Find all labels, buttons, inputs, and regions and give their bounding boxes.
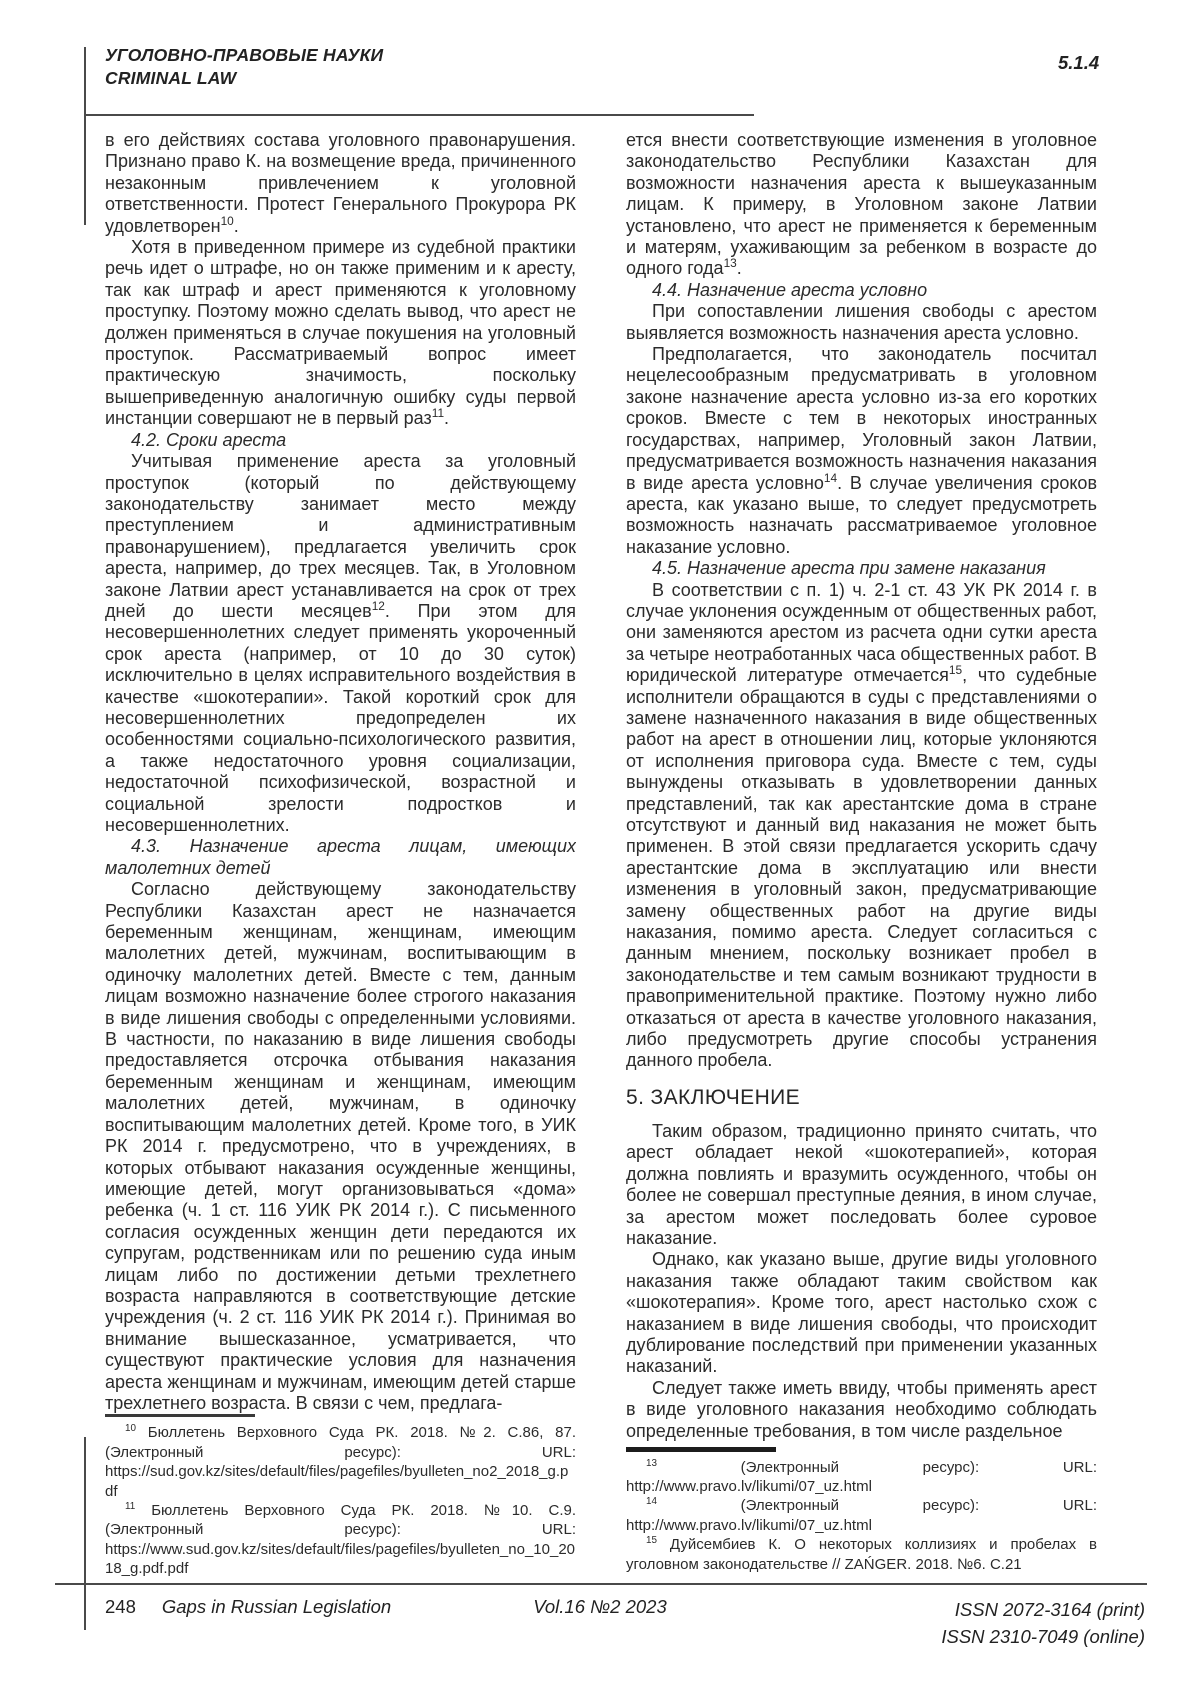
footnote: $^{13}$ (Электронный ресурс): URL: http://www.pravo.lv/likumi/07_uz.html: [626, 1457, 1097, 1495]
subsection-heading: 4.4. Назначение ареста условно: [652, 279, 928, 300]
paragraph: В соответствии с п. 1) ч. 2-1 ст. 43 УК РК 2014 г. в случае уклонения осужденным от общественных работ, они заменяются арестом из расчета одни сутки ареста за четыре неотработанных часа общественных работ. В юридической литературе отмечается$^{15}$, что судебные исполнители обращаются в суды с представлениями о замене назначенного наказания в виде общественных работ на арест в отношении лиц, которые уклоняются от исполнения приговора суда. Вместе с тем, суды вынуждены отказывать в удовлетворении данных представлений, так как арестантские дома в стране отсутствуют и данный вид наказания не может быть применен. В этой связи предлагается ускорить сдачу арестантские дома в эксплуатацию или внести изменения в уголовный закон, предусматривающие замену общественных работ на другие виды наказания, помимо ареста. Следует согласиться с данным мнением, поскольку возникает пробел в законодательстве и тем самым возникают трудности в правоприменительной практике. Поэтому нужно либо отказаться от ареста в качестве уголовного наказания, либо предусмотреть другие способы устранения данного пробела.: [626, 579, 1097, 1071]
paragraph: Хотя в приведенном примере из судебной практики речь идет о штрафе, но он также применим и к аресту, так как штраф и арест применяются к уголовному проступку. Поэтому можно сделать вывод, что арест не должен применяться в случае покушения на уголовный проступок. Рассматриваемый вопрос имеет практическую значимость, поскольку вышеприведенную аналогичную ошибку суды первой инстанции совершают не в первый раз$^{11}$.: [105, 237, 576, 429]
subsection-heading: 4.5. Назначение ареста при замене наказания: [652, 558, 1046, 579]
subsection-heading: 4.2. Сроки ареста: [131, 429, 287, 450]
page-header: [105, 44, 383, 90]
issn-print: ISSN 2072-3164 (print): [954, 1599, 1145, 1620]
journal-title: Gaps in Russian Legislation: [161, 1596, 392, 1617]
column-left-footnotes: [105, 1414, 576, 1578]
left-margin-rule-bottom: [84, 1437, 86, 1630]
subsection-heading: 4.3. Назначение ареста лицам, имеющих малолетних детей: [105, 836, 576, 878]
column-right-footnotes: [626, 1447, 1097, 1578]
classification-code: 5.1.4: [1058, 52, 1100, 73]
paragraph: Таким образом, традиционно принято считать, что арест обладает некой «шокотерапией», которая должна повлиять и вразумить осужденного, чтобы он более не совершал преступные деяния, в ином случае, за арестом может последовать более суровое наказание.: [626, 1120, 1097, 1248]
left-margin-rule-top: [84, 47, 86, 225]
footnote-number: 14: [646, 1496, 657, 1508]
paragraph: ется внести соответствующие изменения в уголовное законодательство Республики Казахстан для возможности назначения ареста к вышеуказанным лицам. К примеру, в Уголовном законе Латвии установлено, что арест не применяется к беременным и матерям, ухаживающим за ребенком в возрасте до одного года$^{13}$.: [626, 130, 1097, 279]
section-heading: 5. ЗАКЛЮЧЕНИЕ: [626, 1085, 801, 1109]
footnote: $^{10}$ Бюллетень Верховного Суда РК. 2018. №2. С.86, 87. (Электронный ресурс): URL: https://sud.gov.kz/sites/default/files/pagefiles/byulleten_no2_2018_g.pdf: [105, 1423, 576, 1500]
footnote-separator: [626, 1447, 776, 1452]
footnote: $^{14}$ (Электронный ресурс): URL: http://www.pravo.lv/likumi/07_uz.html: [626, 1496, 1097, 1534]
footnote: $^{15}$ Дуйсембиев К. О некоторых коллизиях и пробелах в уголовном законодательстве // ZAŃGER. 2018. №6. С.21: [626, 1535, 1097, 1573]
footnote-number: 13: [646, 1457, 657, 1469]
footer-left: [105, 1596, 391, 1618]
issn-online: ISSN 2310-7049 (online): [941, 1626, 1145, 1647]
paragraph: Согласно действующему законодательству Республики Казахстан арест не назначается беременным женщинам, женщинам, имеющим малолетних детей, мужчинам, воспитывающим в одиночку малолетних детей. Вместе с тем, данным лицам возможно назначение более строгого наказания в виде лишения свободы с определенными условиями. В частности, по наказанию в виде лишения свободы предоставляется отсрочка отбывания наказания беременным женщинам и женщинам, имеющим малолетних детей, мужчинам, в одиночку воспитывающим малолетних детей. Кроме того, в УИК РК 2014 г. предусмотрено, что в учреждениях, в которых отбывают наказания осужденные женщины, имеющие детей, могут организовываться «дома» ребенка (ч. 1 ст. 116 УИК РК 2014 г.). С письменного согласия осужденных женщин дети передаются их супругам, родственникам или по решению суда иным лицам либо по достижении детьми трехлетнего возраста направляются в соответствующие детские учреждения (ч. 2 ст. 116 УИК РК 2014 г.). Принимая во внимание вышесказанное, усматривается, что существуют практические условия для назначения ареста женщинам и мужчинам, имеющим детей старше трехлетнего возраста. В связи с чем, предлага-: [105, 879, 576, 1413]
column-left: [105, 130, 576, 1578]
page-number: 248: [105, 1596, 136, 1617]
paragraph: Однако, как указано выше, другие виды уголовного наказания также обладают таким свойством как «шокотерапия». Кроме того, арест настолько схож с наказанием в виде лишения свободы, что происходит дублирование последствий при применении указанных наказаний.: [626, 1249, 1097, 1377]
column-left-body: [105, 130, 576, 1414]
footnote: $^{11}$ Бюллетень Верховного Суда РК. 2018. №10. С.9. (Электронный ресурс): URL: https://www.sud.gov.kz/sites/default/files/pagefiles/byulleten_no_10_2018_g.pdf.pdf: [105, 1501, 576, 1578]
footer-rule: [55, 1583, 1147, 1585]
paragraph: Следует также иметь ввиду, чтобы применять арест в виде уголовного наказания необходимо соблюдать определенные требования, в том числе раздельное: [626, 1377, 1097, 1441]
footnote-ref: 11: [431, 406, 445, 421]
footnote-ref: 14: [823, 470, 838, 485]
footnote-number: 10: [125, 1423, 136, 1435]
rubric-title-en: CRIMINAL LAW: [105, 68, 237, 88]
paragraph: Предполагается, что законодатель посчитал нецелесообразным предусматривать в уголовном законе назначение ареста условно из-за его коротких сроков. Вместе с тем в некоторых иностранных государствах, например, Уголовный закон Латвии, предусматривается возможность назначения наказания в виде ареста условно$^{14}$. В случае увеличения сроков ареста, как указано выше, то следует предусмотреть возможность назначать рассматриваемое уголовное наказание условно.: [626, 344, 1097, 557]
footnote-separator: [105, 1414, 255, 1417]
paragraph: в его действиях состава уголовного правонарушения. Признано право К. на возмещение вреда, причиненного незаконным привлечением к уголовной ответственности. Протест Генерального Прокурора РК удовлетворен$^{10}$.: [105, 130, 576, 236]
footnote-number: 11: [125, 1501, 136, 1512]
paragraph: Учитывая применение ареста за уголовный проступок (который по действующему законодательству занимает место между преступлением и административным правонарушением), предлагается увеличить срок ареста, например, до трех месяцев. Так, в Уголовном законе Латвии арест устанавливается на срок от трех дней до шести месяцев$^{12}$. При этом для несовершеннолетних следует применять укороченный срок ареста (например, от 10 до 30 суток) исключительно в целях исправительного воздействия в качестве «шокотерапии». Такой короткий срок для несовершеннолетних предопределен их особенностями социально-психологического развития, а также недостаточного уровня социализации, недостаточной психофизической, возрастной и социальной зрелости подростков и несовершеннолетних.: [105, 451, 576, 835]
two-column-text: [105, 130, 1097, 1578]
footer-issn: [941, 1596, 1145, 1650]
column-right-body: [626, 130, 1097, 1442]
volume-issue: Vol.16 №2 2023: [533, 1596, 667, 1617]
footnote-number: 15: [646, 1535, 657, 1547]
header-rule: [84, 114, 754, 116]
rubric-title-ru: УГОЛОВНО-ПРАВОВЫЕ НАУКИ: [105, 45, 384, 65]
column-right: [626, 130, 1097, 1578]
paragraph: При сопоставлении лишения свободы с арестом выявляется возможность назначения ареста условно.: [626, 301, 1097, 343]
footnote-ref: 15: [948, 663, 963, 678]
footnote-ref: 10: [220, 213, 234, 228]
footnote-ref: 13: [723, 256, 737, 271]
footnote-ref: 12: [371, 598, 385, 613]
